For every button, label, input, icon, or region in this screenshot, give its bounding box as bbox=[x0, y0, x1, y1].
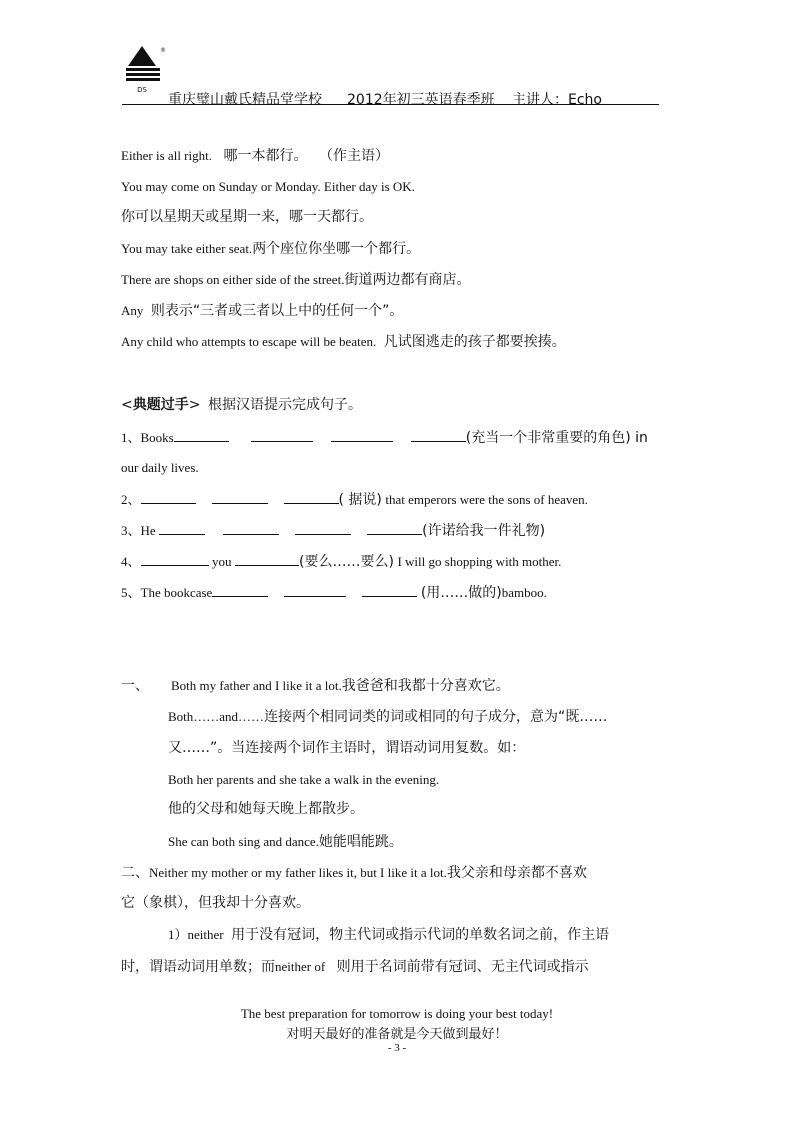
text-line: 你可以星期天或星期一来，哪一天都行。 bbox=[121, 209, 373, 225]
logo-mark: DS bbox=[137, 86, 147, 94]
text-line: Both……and……连接两个相同词类的词或相同的句子成分，意为“既…… bbox=[168, 709, 608, 725]
school-logo bbox=[124, 44, 168, 102]
section-heading: 一、 Both my father and I like it a lot.我爸爸和我都十分喜欢它。 bbox=[121, 678, 510, 694]
page-number: - 3 - bbox=[387, 1042, 407, 1054]
exercise-title: <典题过手> 根据汉语提示完成句子。 bbox=[121, 397, 362, 413]
text-line: Both her parents and she take a walk in the evening. bbox=[168, 772, 440, 787]
text-line: Either is all right. 哪一本都行。 （作主语） bbox=[121, 148, 389, 164]
svg-text:®: ® bbox=[160, 47, 166, 54]
class-name: 2012年初三英语春季班 bbox=[347, 92, 495, 108]
text-line: 1）neither 用于没有冠词，物主代词或指示代词的单数名词之前，作主语 bbox=[168, 927, 610, 943]
exercise-item: 4、 you (要么……要么) I will go shopping with mother. bbox=[121, 554, 562, 570]
section-heading: 二、Neither my mother or my father likes it, but I like it a lot.我父亲和母亲都不喜欢 bbox=[121, 865, 587, 881]
school-name: 重庆璧山戴氏精品堂学校 bbox=[168, 92, 322, 108]
text-line: She can both sing and dance.她能唱能跳。 bbox=[168, 834, 403, 850]
text-line: Any 则表示“三者或三者以上中的任何一个”。 bbox=[121, 303, 404, 319]
exercise-item: 2、 ( 据说) that emperors were the sons of heaven. bbox=[121, 492, 588, 508]
exercise-item: our daily lives. bbox=[121, 460, 199, 475]
footer-motto-en: The best preparation for tomorrow is doing your best today! bbox=[240, 1006, 554, 1021]
lecturer-name: 主讲人：Echo bbox=[512, 92, 602, 108]
exercise-item: 1、Books (充当一个非常重要的角色) in bbox=[121, 430, 648, 446]
text-line: 又……”。当连接两个词作主语时，谓语动词用复数。如： bbox=[168, 740, 526, 756]
header-divider bbox=[122, 104, 659, 105]
text-line: 时，谓语动词用单数；而neither of 则用于名词前带有冠词、无主代词或指示 bbox=[121, 959, 589, 975]
exercise-item: 3、He (许诺给我一件礼物) bbox=[121, 523, 546, 539]
text-line: Any child who attempts to escape will be beaten. 凡试图逃走的孩子都要挨揍。 bbox=[121, 334, 566, 350]
footer-motto-zh: 对明天最好的准备就是今天做到最好！ bbox=[286, 1027, 508, 1042]
text-line: You may take either seat.两个座位你坐哪一个都行。 bbox=[121, 241, 421, 257]
exercise-item: 5、The bookcase (用……做的)bamboo. bbox=[121, 585, 547, 601]
text-line: There are shops on either side of the street.街道两边都有商店。 bbox=[121, 272, 471, 288]
text-line: 他的父母和她每天晚上都散步。 bbox=[168, 801, 364, 817]
text-line: 它（象棋），但我却十分喜欢。 bbox=[121, 895, 310, 911]
text-line: You may come on Sunday or Monday. Either day is OK. bbox=[121, 179, 415, 194]
